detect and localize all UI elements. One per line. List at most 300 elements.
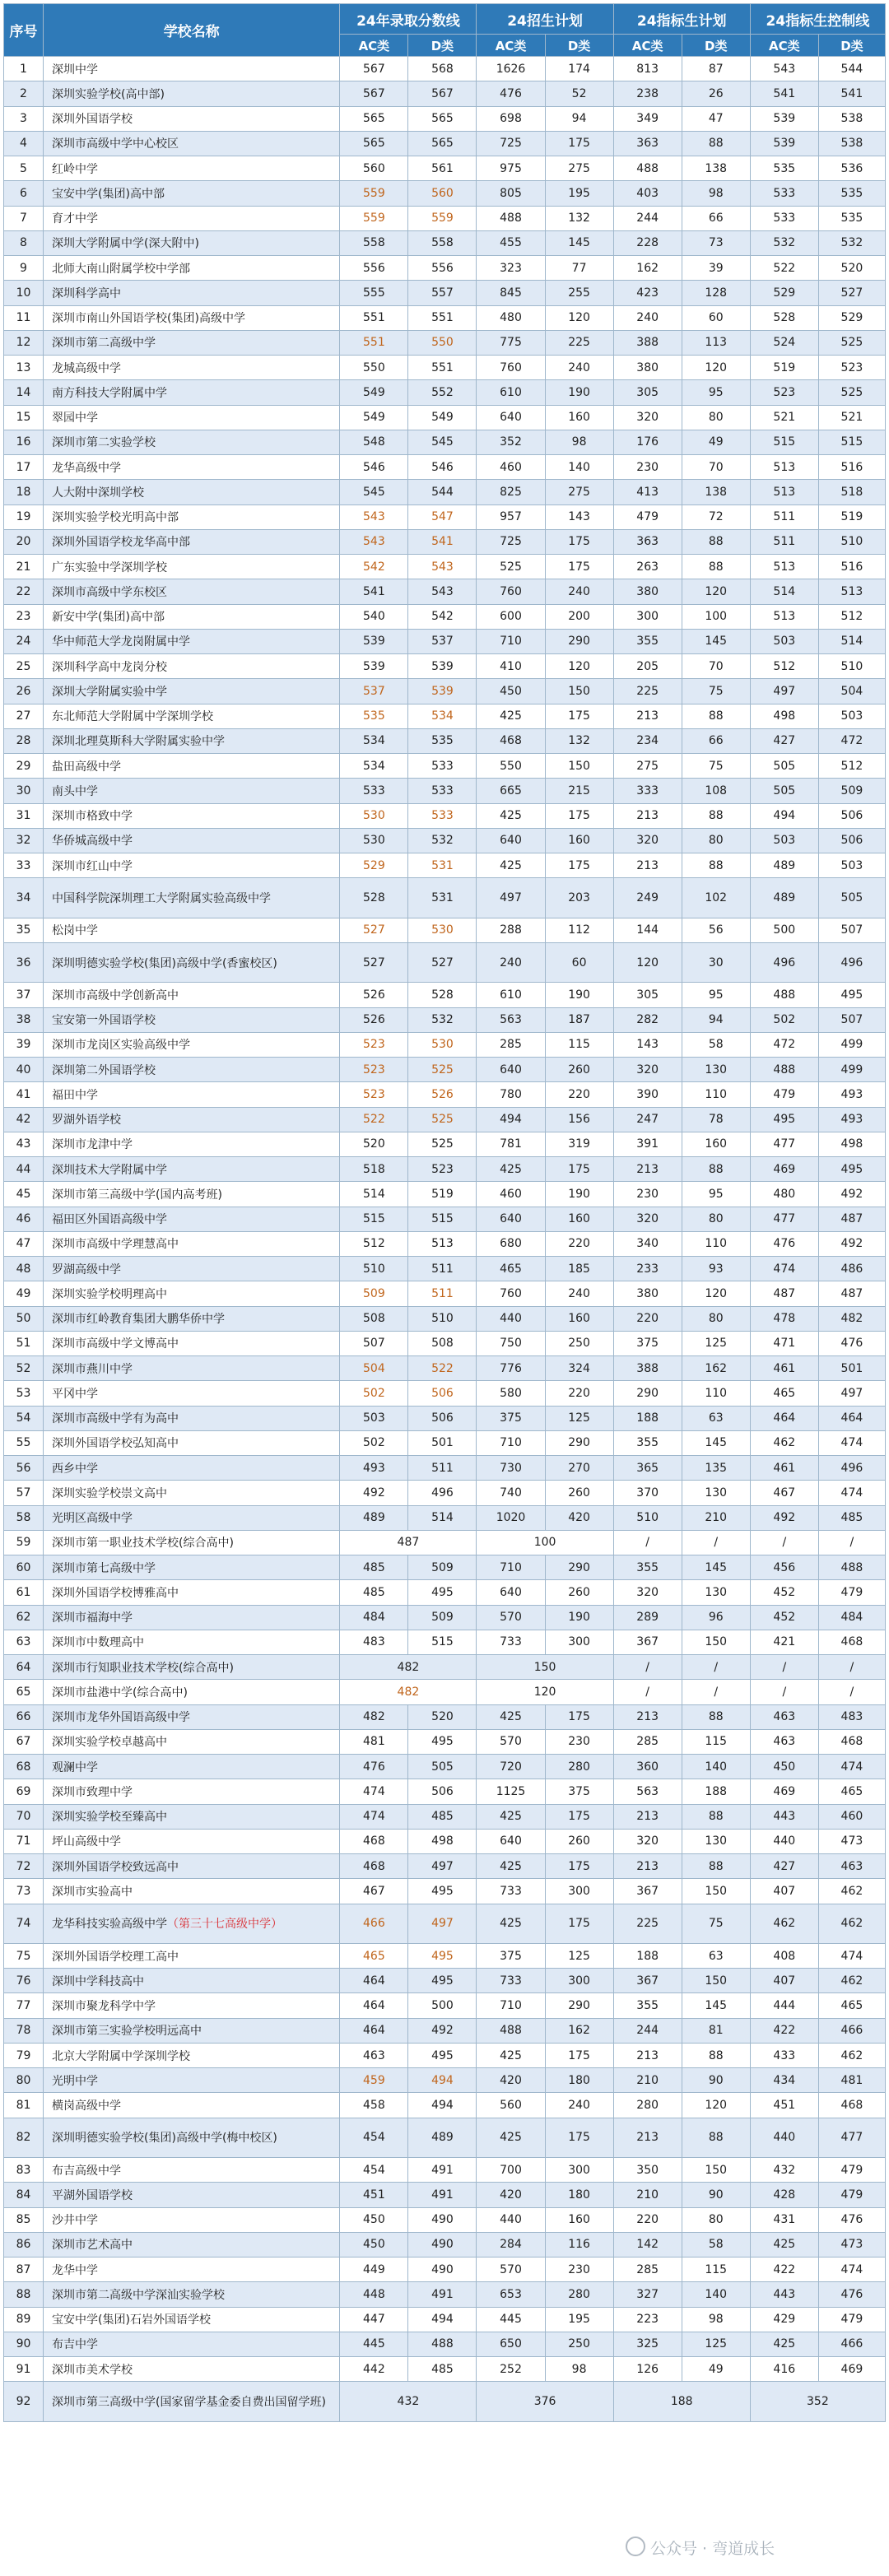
- cell-quota-d: 75: [682, 754, 750, 779]
- cell-control-d: 499: [818, 1032, 885, 1057]
- cell-school: 深圳实验学校光明高中部: [44, 505, 340, 529]
- cell-seq: 29: [4, 754, 44, 779]
- cell-control-ac: 452: [750, 1605, 818, 1630]
- cell-school: 深圳市第七高级中学: [44, 1555, 340, 1580]
- table-row: [4, 2018, 886, 2043]
- cell-score-ac: 474: [340, 1779, 408, 1804]
- cell-school: 中国科学院深圳理工大学附属实验高级中学: [44, 878, 340, 918]
- cell-control-d: 486: [818, 1257, 885, 1281]
- cell-seq: 43: [4, 1132, 44, 1156]
- cell-plan-ac: 760: [477, 356, 545, 380]
- cell-seq: 46: [4, 1207, 44, 1231]
- cell-score-ac: 492: [340, 1481, 408, 1505]
- table-row: [4, 2257, 886, 2282]
- cell-plan-d: 175: [545, 555, 613, 579]
- cell-control-ac: 495: [750, 1107, 818, 1132]
- cell-control-ac: 539: [750, 106, 818, 131]
- cell-seq: 68: [4, 1755, 44, 1779]
- cell-control-ac: 524: [750, 330, 818, 355]
- cell-score-d: 532: [408, 828, 477, 853]
- cell-school: 龙华中学: [44, 2257, 340, 2282]
- cell-quota-ac: 188: [613, 1943, 682, 1968]
- cell-seq: 62: [4, 1605, 44, 1630]
- cell-quota-d: 88: [682, 853, 750, 878]
- cell-quota-ac: 350: [613, 2158, 682, 2183]
- cell-score-ac: 560: [340, 156, 408, 181]
- cell-score-d: 551: [408, 305, 477, 330]
- cell-quota-d: 49: [682, 430, 750, 454]
- cell-control-ac: /: [750, 1530, 818, 1555]
- cell-plan-d: 300: [545, 1879, 613, 1904]
- cell-quota-ac: 488: [613, 156, 682, 181]
- cell-control-ac: 513: [750, 480, 818, 505]
- cell-quota-d: 98: [682, 181, 750, 206]
- table-row: [4, 1207, 886, 1231]
- cell-school: 深圳明德实验学校(集团)高级中学(香蜜校区): [44, 942, 340, 982]
- table-row: [4, 1032, 886, 1057]
- cell-control-d: 516: [818, 455, 885, 480]
- cell-plan-ac: 845: [477, 281, 545, 305]
- cell-quota-d: 100: [682, 604, 750, 629]
- cell-score-d: 506: [408, 1779, 477, 1804]
- cell-control-ac: 456: [750, 1555, 818, 1580]
- cell-plan-d: 175: [545, 1804, 613, 1829]
- cell-score-ac: 539: [340, 629, 408, 653]
- cell-score-ac: 550: [340, 356, 408, 380]
- cell-control-d: 519: [818, 505, 885, 529]
- table-row: [4, 1804, 886, 1829]
- cell-control-ac: 521: [750, 405, 818, 430]
- cell-quota-ac: 176: [613, 430, 682, 454]
- cell-quota-ac: 120: [613, 942, 682, 982]
- cell-score-d: 545: [408, 430, 477, 454]
- cell-score-d: 500: [408, 1993, 477, 2018]
- cell-quota-d: 210: [682, 1505, 750, 1530]
- table-row: [4, 2068, 886, 2093]
- cell-school: 北师大南山附属学校中学部: [44, 256, 340, 281]
- cell-score-ac: 526: [340, 983, 408, 1007]
- cell-school: 深圳市第三高级中学(国内高考班): [44, 1182, 340, 1207]
- cell-plan-ac: 525: [477, 555, 545, 579]
- cell-plan-ac: 710: [477, 1555, 545, 1580]
- cell-seq: 69: [4, 1779, 44, 1804]
- cell-plan-ac: 352: [477, 430, 545, 454]
- cell-plan-ac: 480: [477, 305, 545, 330]
- table-row: [4, 1630, 886, 1654]
- table-row: [4, 679, 886, 704]
- cell-plan-d: 195: [545, 2307, 613, 2332]
- cell-plan-d: 175: [545, 853, 613, 878]
- cell-quota-d: 47: [682, 106, 750, 131]
- cell-quota-d: 70: [682, 455, 750, 480]
- cell-quota-ac: 233: [613, 1257, 682, 1281]
- cell-quota-ac: 126: [613, 2357, 682, 2382]
- cell-plan-d: 174: [545, 57, 613, 81]
- cell-seq: 51: [4, 1331, 44, 1355]
- cell-plan-d: 230: [545, 1729, 613, 1754]
- cell-control-d: 503: [818, 853, 885, 878]
- cell-plan-d: 220: [545, 1231, 613, 1256]
- cell-school: 翠园中学: [44, 405, 340, 430]
- table-row: [4, 2232, 886, 2257]
- cell-quota-ac: 144: [613, 918, 682, 942]
- cell-school: 南头中学: [44, 779, 340, 803]
- cell-score-d: 556: [408, 256, 477, 281]
- cell-quota-d: 150: [682, 1969, 750, 1993]
- cell-control-ac: 488: [750, 1058, 818, 1082]
- cell-plan-ac: 760: [477, 1281, 545, 1306]
- cell-control-d: 523: [818, 356, 885, 380]
- cell-plan-ac: 323: [477, 256, 545, 281]
- table-row: [4, 230, 886, 255]
- cell-quota-ac: 205: [613, 654, 682, 679]
- cell-quota-d: 188: [682, 1779, 750, 1804]
- cell-control-ac: 505: [750, 779, 818, 803]
- cell-control-ac: 513: [750, 604, 818, 629]
- cell-score-d: 549: [408, 405, 477, 430]
- cell-score-ac: 459: [340, 2068, 408, 2093]
- cell-quota-ac: 320: [613, 1207, 682, 1231]
- cell-control-ac: 488: [750, 983, 818, 1007]
- cell-seq: 27: [4, 704, 44, 728]
- cell-quota-ac: 280: [613, 2093, 682, 2118]
- cell-score-d: 565: [408, 106, 477, 131]
- cell-control-ac: 421: [750, 1630, 818, 1654]
- cell-quota-ac: 320: [613, 1829, 682, 1853]
- cell-score-d: 491: [408, 2183, 477, 2207]
- cell-score-d: 561: [408, 156, 477, 181]
- cell-control-d: 469: [818, 2357, 885, 2382]
- table-row: [4, 1655, 886, 1680]
- table-row: [4, 803, 886, 828]
- cell-quota-d: 49: [682, 2357, 750, 2382]
- cell-control-d: 479: [818, 2307, 885, 2332]
- cell-plan-d: 215: [545, 779, 613, 803]
- cell-school: 深圳市第三实验学校明远高中: [44, 2018, 340, 2043]
- cell-plan-merged: 376: [477, 2382, 613, 2421]
- table-row: [4, 1854, 886, 1879]
- cell-score-ac: 464: [340, 1993, 408, 2018]
- cell-score-d: 498: [408, 1829, 477, 1853]
- cell-seq: 63: [4, 1630, 44, 1654]
- cell-quota-d: 120: [682, 356, 750, 380]
- cell-score-d: 533: [408, 779, 477, 803]
- cell-school: 深圳科学高中龙岗分校: [44, 654, 340, 679]
- cell-control-ac: 497: [750, 679, 818, 704]
- cell-score-ac: 543: [340, 505, 408, 529]
- cell-plan-ac: 570: [477, 1605, 545, 1630]
- cell-control-ac: 463: [750, 1704, 818, 1729]
- table-row: [4, 281, 886, 305]
- cell-quota-d: 115: [682, 1729, 750, 1754]
- cell-score-d: 531: [408, 878, 477, 918]
- cell-score-d: 557: [408, 281, 477, 305]
- cell-plan-d: 132: [545, 728, 613, 753]
- cell-score-ac: 463: [340, 2043, 408, 2067]
- table-row: [4, 455, 886, 480]
- cell-quota-d: 56: [682, 918, 750, 942]
- cell-quota-d: 120: [682, 579, 750, 604]
- cell-score-d: 509: [408, 1605, 477, 1630]
- cell-score-ac: 464: [340, 1969, 408, 1993]
- cell-plan-ac: 740: [477, 1481, 545, 1505]
- cell-score-d: 515: [408, 1630, 477, 1654]
- cell-plan-d: 115: [545, 1032, 613, 1057]
- cell-seq: 12: [4, 330, 44, 355]
- cell-quota-d: 87: [682, 57, 750, 81]
- cell-control-d: 476: [818, 1331, 885, 1355]
- table-row: [4, 529, 886, 554]
- cell-plan-ac: 425: [477, 1904, 545, 1943]
- cell-plan-d: 180: [545, 2068, 613, 2093]
- table-row: [4, 2183, 886, 2207]
- cell-quota-d: 120: [682, 1281, 750, 1306]
- cell-school: 深圳明德实验学校(集团)高级中学(梅中校区): [44, 2118, 340, 2157]
- cell-control-d: 532: [818, 230, 885, 255]
- table-row: [4, 1281, 886, 1306]
- cell-seq: 30: [4, 779, 44, 803]
- cell-score-d: 485: [408, 1804, 477, 1829]
- cell-plan-ac: 640: [477, 1580, 545, 1605]
- cell-plan-ac: 650: [477, 2332, 545, 2356]
- cell-seq: 19: [4, 505, 44, 529]
- cell-quota-d: 108: [682, 779, 750, 803]
- cell-quota-d: 130: [682, 1481, 750, 1505]
- cell-quota-ac: 285: [613, 1729, 682, 1754]
- cell-quota-d: /: [682, 1530, 750, 1555]
- cell-quota-d: 94: [682, 1007, 750, 1032]
- cell-quota-d: 80: [682, 828, 750, 853]
- cell-score-d: 505: [408, 1755, 477, 1779]
- cell-seq: 24: [4, 629, 44, 653]
- cell-score-d: 567: [408, 81, 477, 106]
- cell-plan-ac: 640: [477, 405, 545, 430]
- cell-control-ac: 469: [750, 1779, 818, 1804]
- cell-quota-ac: 813: [613, 57, 682, 81]
- table-row: [4, 81, 886, 106]
- cell-score-ac: 523: [340, 1058, 408, 1082]
- cell-plan-d: 116: [545, 2232, 613, 2257]
- cell-score-d: 530: [408, 1032, 477, 1057]
- cell-score-ac: 567: [340, 81, 408, 106]
- cell-school: 布吉中学: [44, 2332, 340, 2356]
- cell-control-d: 466: [818, 2018, 885, 2043]
- cell-school: 深圳市红岭教育集团大鹏华侨中学: [44, 1306, 340, 1331]
- cell-control-d: 529: [818, 305, 885, 330]
- cell-quota-d: 130: [682, 1580, 750, 1605]
- cell-score-ac: 518: [340, 1157, 408, 1182]
- cell-score-d: 539: [408, 654, 477, 679]
- cell-seq: 16: [4, 430, 44, 454]
- cell-score-ac: 530: [340, 828, 408, 853]
- cell-school: 深圳市龙津中学: [44, 1132, 340, 1156]
- cell-score-d: 485: [408, 2357, 477, 2382]
- cell-score-ac: 504: [340, 1356, 408, 1381]
- cell-plan-ac: 410: [477, 654, 545, 679]
- table-row: [4, 181, 886, 206]
- cell-seq: 84: [4, 2183, 44, 2207]
- cell-quota-ac: 225: [613, 679, 682, 704]
- cell-school: 罗湖高级中学: [44, 1257, 340, 1281]
- cell-quota-d: 130: [682, 1829, 750, 1853]
- cell-school: 深圳外国语学校弘知高中: [44, 1430, 340, 1455]
- cell-score-ac: 527: [340, 942, 408, 982]
- table-row: [4, 1605, 886, 1630]
- cell-plan-ac: 710: [477, 1430, 545, 1455]
- cell-score-d: 525: [408, 1107, 477, 1132]
- cell-seq: 70: [4, 1804, 44, 1829]
- cell-plan-d: 190: [545, 983, 613, 1007]
- table-row: [4, 206, 886, 230]
- cell-score-d: 558: [408, 230, 477, 255]
- cell-school: 深圳大学附属实验中学: [44, 679, 340, 704]
- cell-plan-d: 240: [545, 2093, 613, 2118]
- cell-score-ac: 468: [340, 1829, 408, 1853]
- cell-score-ac: 465: [340, 1943, 408, 1968]
- table-row: [4, 2332, 886, 2356]
- cell-quota-d: 75: [682, 1904, 750, 1943]
- cell-school: 深圳市盐港中学(综合高中): [44, 1680, 340, 1704]
- subheader-d: D类: [545, 35, 613, 57]
- cell-quota-ac: 244: [613, 206, 682, 230]
- cell-quota-d: 110: [682, 1082, 750, 1107]
- cell-control-d: 498: [818, 1132, 885, 1156]
- cell-quota-d: 88: [682, 803, 750, 828]
- cell-score-d: 550: [408, 330, 477, 355]
- cell-plan-ac: 640: [477, 1829, 545, 1853]
- cell-control-d: 463: [818, 1854, 885, 1879]
- cell-control-ac: 500: [750, 918, 818, 942]
- cell-seq: 64: [4, 1655, 44, 1680]
- cell-quota-ac: 213: [613, 1804, 682, 1829]
- cell-control-ac: 494: [750, 803, 818, 828]
- cell-seq: 3: [4, 106, 44, 131]
- table-row: [4, 57, 886, 81]
- cell-control-d: 462: [818, 2043, 885, 2067]
- cell-quota-ac: 320: [613, 405, 682, 430]
- cell-score-ac: 507: [340, 1331, 408, 1355]
- cell-school: 深圳外国语学校致远高中: [44, 1854, 340, 1879]
- cell-seq: 86: [4, 2232, 44, 2257]
- cell-plan-d: 175: [545, 1854, 613, 1879]
- cell-plan-d: 375: [545, 1779, 613, 1804]
- cell-control-d: 483: [818, 1704, 885, 1729]
- cell-seq: 76: [4, 1969, 44, 1993]
- cell-control-ac: 515: [750, 430, 818, 454]
- table-row: [4, 1107, 886, 1132]
- cell-school: 深圳中学: [44, 57, 340, 81]
- cell-plan-ac: 610: [477, 380, 545, 405]
- cell-plan-d: 112: [545, 918, 613, 942]
- cell-plan-ac: 680: [477, 1231, 545, 1256]
- cell-score-ac: 526: [340, 1007, 408, 1032]
- cell-score-d: 495: [408, 2043, 477, 2067]
- cell-quota-d: 63: [682, 1406, 750, 1430]
- cell-control-d: 462: [818, 1904, 885, 1943]
- cell-plan-ac: 733: [477, 1879, 545, 1904]
- cell-score-ac: 520: [340, 1132, 408, 1156]
- cell-seq: 8: [4, 230, 44, 255]
- cell-quota-d: 125: [682, 2332, 750, 2356]
- cell-quota-ac: 320: [613, 828, 682, 853]
- cell-plan-ac: 775: [477, 330, 545, 355]
- cell-quota-d: 93: [682, 1257, 750, 1281]
- cell-control-d: 521: [818, 405, 885, 430]
- cell-plan-ac: 760: [477, 579, 545, 604]
- cell-control-d: 493: [818, 1107, 885, 1132]
- subheader-ac: AC类: [750, 35, 818, 57]
- cell-plan-ac: 776: [477, 1356, 545, 1381]
- cell-school: 深圳外国语学校龙华高中部: [44, 529, 340, 554]
- cell-school: 罗湖外语学校: [44, 1107, 340, 1132]
- cell-plan-ac: 252: [477, 2357, 545, 2382]
- cell-plan-ac: 1125: [477, 1779, 545, 1804]
- cell-quota-ac: 244: [613, 2018, 682, 2043]
- cell-control-d: 466: [818, 2332, 885, 2356]
- cell-quota-ac: /: [613, 1655, 682, 1680]
- cell-quota-ac: 220: [613, 1306, 682, 1331]
- table-row: [4, 654, 886, 679]
- cell-control-d: 505: [818, 878, 885, 918]
- cell-control-ac: 477: [750, 1132, 818, 1156]
- cell-score-ac: 502: [340, 1381, 408, 1406]
- cell-plan-ac: 288: [477, 918, 545, 942]
- table-row: [4, 131, 886, 156]
- cell-school: 深圳市第一职业技术学校(综合高中): [44, 1530, 340, 1555]
- cell-plan-ac: 640: [477, 1058, 545, 1082]
- cell-seq: 48: [4, 1257, 44, 1281]
- cell-score-d: 511: [408, 1257, 477, 1281]
- cell-school: 龙华高级中学: [44, 455, 340, 480]
- cell-control-d: 518: [818, 480, 885, 505]
- cell-seq: 91: [4, 2357, 44, 2382]
- header-quota-control-line: 24指标生控制线: [750, 4, 885, 35]
- cell-control-d: 516: [818, 555, 885, 579]
- cell-plan-ac: 445: [477, 2307, 545, 2332]
- cell-control-ac: 511: [750, 529, 818, 554]
- cell-score-d: 551: [408, 356, 477, 380]
- table-row: [4, 1331, 886, 1355]
- cell-score-ac: 549: [340, 405, 408, 430]
- cell-score-d: 489: [408, 2118, 477, 2157]
- cell-quota-ac: 423: [613, 281, 682, 305]
- cell-control-ac: 469: [750, 1157, 818, 1182]
- cell-score-ac: 445: [340, 2332, 408, 2356]
- cell-quota-d: 90: [682, 2183, 750, 2207]
- cell-quota-d: 63: [682, 1943, 750, 1968]
- cell-plan-ac: 425: [477, 1704, 545, 1729]
- cell-school: 北京大学附属中学深圳学校: [44, 2043, 340, 2067]
- cell-plan-d: 190: [545, 1182, 613, 1207]
- cell-quota-ac: 220: [613, 2207, 682, 2232]
- cell-plan-ac: 488: [477, 2018, 545, 2043]
- cell-score-ac: 551: [340, 330, 408, 355]
- cell-score-d: 530: [408, 918, 477, 942]
- cell-seq: 1: [4, 57, 44, 81]
- cell-control-ac: 407: [750, 1969, 818, 1993]
- cell-control-d: 538: [818, 131, 885, 156]
- cell-score-d: 534: [408, 704, 477, 728]
- cell-control-d: 479: [818, 2158, 885, 2183]
- cell-control-ac: 443: [750, 2282, 818, 2307]
- cell-quota-d: 160: [682, 1132, 750, 1156]
- cell-control-ac: 539: [750, 131, 818, 156]
- cell-plan-d: 162: [545, 2018, 613, 2043]
- table-row: [4, 1182, 886, 1207]
- cell-seq: 6: [4, 181, 44, 206]
- cell-school: 深圳实验学校至臻高中: [44, 1804, 340, 1829]
- cell-score-d: 526: [408, 1082, 477, 1107]
